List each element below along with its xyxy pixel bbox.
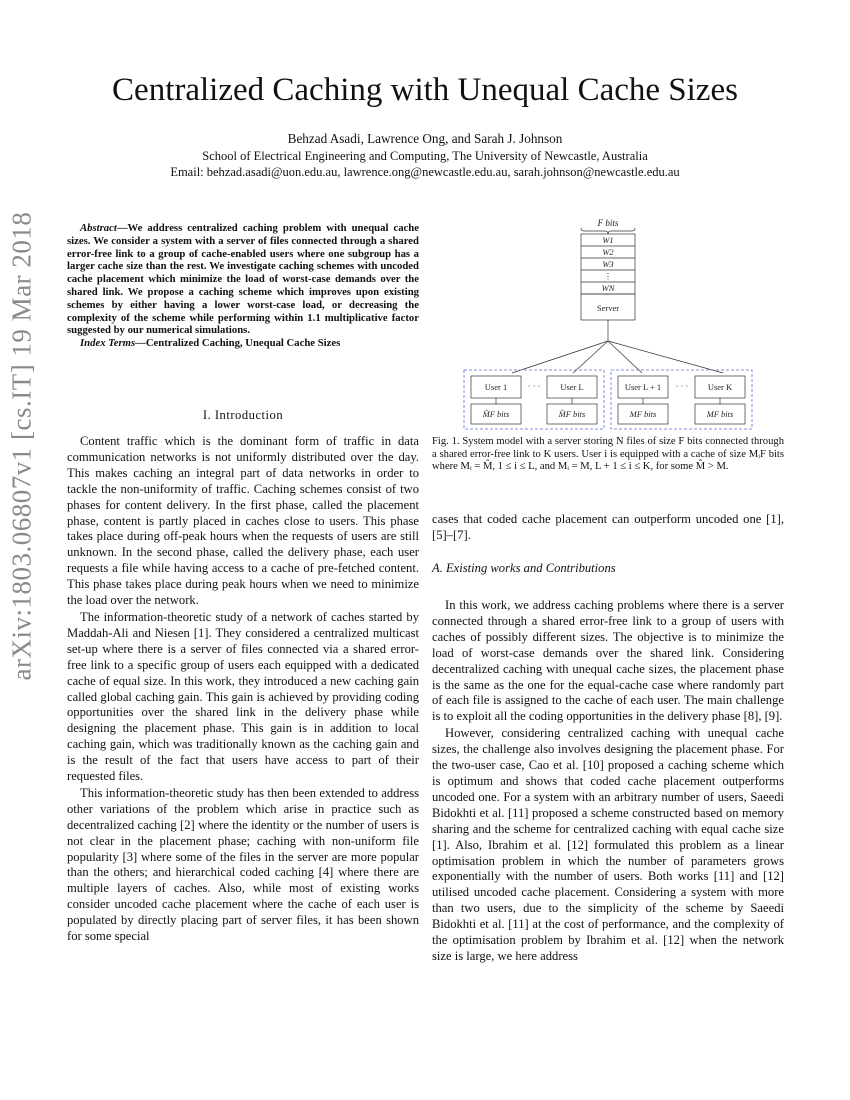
intro-paragraph-1: Content traffic which is the dominant form of traffic in data communication networks is not uniformly distributed over the day. This makes caching an integral part of data networks in order to tackle the non-uniformity of traffic. Caching schemes consist of two phases for content delivery. In the first phase, called the placement phase, content is partly placed in caches close to users. This phase takes place during off-peak hours when the requests of users are still unknown. In the second phase, called the delivery phase, each user requests a file while having access to a cache of pre-fetched content. This phase takes place during peak hours when we need to minimize the load over the network. bbox=[67, 434, 419, 608]
right-column-continuation bbox=[432, 512, 784, 544]
user-l1-label: User L + 1 bbox=[624, 382, 662, 392]
subsection-heading: A. Existing works and Contributions bbox=[432, 561, 616, 575]
paper-title: Centralized Caching with Unequal Cache Sizes bbox=[112, 72, 738, 108]
contrib-paragraph-1: In this work, we address caching problems where there is a server connected through a shared error-free link to a group of users with caches of possibly different sizes. The objective is to minimize the load of worst-case demands over the shared link. Considering decentralized caching with unequal cache sizes, the placement phase is the same as the one for the equal-cache case where randomly part of each file is assigned to the cache of each user. The main challenge is to exploit all the coding opportunities in the delivery phase [8], [9]. bbox=[432, 598, 784, 724]
abstract-label: Abstract bbox=[80, 222, 117, 234]
right-column bbox=[432, 598, 784, 965]
intro-paragraph-2: The information-theoretic study of a network of caches started by Maddah-Ali and Niesen [1]. They considered a centralized multicast set-up where there is a server of files connected via a shared error-free link to a specific group of users each equipped with a dedicated cache of equal size. In this work, they introduced a new caching gain called global caching gain. This gain is achieved by providing coding opportunities over the shared link in the delivery phase while designing the placement phase. This gain is in addition to local caching gain, which was traditionally known as the caching gain and is the result of the fact that users have access to part of their requested files. bbox=[67, 609, 419, 784]
file-w3: W3 bbox=[602, 259, 614, 269]
figure-caption: Fig. 1. System model with a server storing N files of size F bits connected through a shared error-free link to K users. User i is equipped with a cache of size MᵢF bits where Mᵢ = M̂, 1 ≤ i ≤ L, and Mᵢ = M, L + 1 ≤ i ≤ K, for some M̂ > M. bbox=[432, 436, 784, 473]
cache-k-label: MF bits bbox=[706, 409, 734, 419]
intro-paragraph-3: This information-theoretic study has then been extended to address other variations of the problem which arise in practice such as decentralized caching [2] where the identity or the number of users is not clear in the placement phase; caching with non-uniform file popularity [3] where some of the files in the server are more popular than the others; and hierarchical coded caching [4] where there are multiple layers of caches. Also, while most of existing works consider uncoded cache placement where the cache of each user is populated by directly placing part of server files, it has been shown for some special bbox=[67, 785, 419, 944]
intro-continuation: cases that coded cache placement can outperform uncoded one [1], [5]–[7]. bbox=[432, 512, 784, 542]
dots-left: · · · bbox=[527, 381, 541, 391]
arxiv-stamp: arXiv:1803.06807v1 [cs.IT] 19 Mar 2018 bbox=[6, 211, 37, 681]
abstract bbox=[67, 222, 419, 350]
abstract-text: —We address centralized caching problem with unequal cache sizes. We consider a system with a server of files connected through a shared error-free link to a group of cache-enabled users where one subgroup has a larger cache size than the rest. We investigate caching schemes with uncoded cache placement which minimize the load of worst-case demands over the shared link. We propose a caching scheme which improves upon existing schemes by either having a lower worst-case load, or decreasing the complexity of the scheme while performing within 1.1 multiplicative factor suggested by our numerical simulations. bbox=[67, 222, 419, 337]
cache-l1-label: MF bits bbox=[629, 409, 657, 419]
authors: Behzad Asadi, Lawrence Ong, and Sarah J. Johnson bbox=[287, 131, 563, 146]
user-l-label: User L bbox=[560, 382, 584, 392]
index-terms-label: Index Terms bbox=[80, 337, 136, 350]
server-label: Server bbox=[596, 303, 620, 313]
file-dots: ⋮ bbox=[603, 271, 613, 281]
system-model-figure bbox=[455, 218, 755, 430]
index-terms-text: —Centralized Caching, Unequal Cache Sizes bbox=[135, 337, 341, 350]
cache-l-label: M̂F bits bbox=[558, 409, 586, 419]
contrib-paragraph-2: However, considering centralized caching with unequal cache sizes, the challenge also involves designing the placement phase. For the two-user case, Cao et al. [10] proposed a caching scheme which is optimum and shows that coded cache placement outperforms uncoded one. For a system with an arbitrary number of users, Saeedi Bidokhti et al. [11] proposed a scheme constructed based on memory sharing and the scheme for centralized caching with equal cache size [1]. Also, Ibrahim et al. [12] formulated this problem as a linear optimisation problem in which the number of parameters grows exponentially with the number of users. Both works [11] and [12] utilised uncoded cache placement. Considering a system with more than two users, due to the simplicity of the scheme by Saeedi Bidokhti et al. [11] at the cost of performance, and the complexity of the optimisation problem by Ibrahim et al. [12] when the network size is large, we here address bbox=[432, 726, 784, 963]
file-w1: W1 bbox=[602, 235, 614, 245]
file-wn: WN bbox=[601, 283, 615, 293]
user-1-label: User 1 bbox=[484, 382, 508, 392]
section-heading: I. Introduction bbox=[202, 408, 284, 422]
file-w2: W2 bbox=[602, 247, 614, 257]
dots-right: · · · bbox=[675, 381, 689, 391]
left-column bbox=[67, 434, 419, 945]
user-k-label: User K bbox=[707, 382, 733, 392]
email-line: Email: behzad.asadi@uon.edu.au, lawrence.ong@newcastle.edu.au, sarah.johnson@newcastle.edu.au bbox=[170, 165, 680, 179]
file-size-label: F bits bbox=[597, 218, 619, 228]
cache-1-label: M̂F bits bbox=[482, 409, 510, 419]
affiliation: School of Electrical Engineering and Computing, The University of Newcastle, Australia bbox=[202, 149, 648, 163]
